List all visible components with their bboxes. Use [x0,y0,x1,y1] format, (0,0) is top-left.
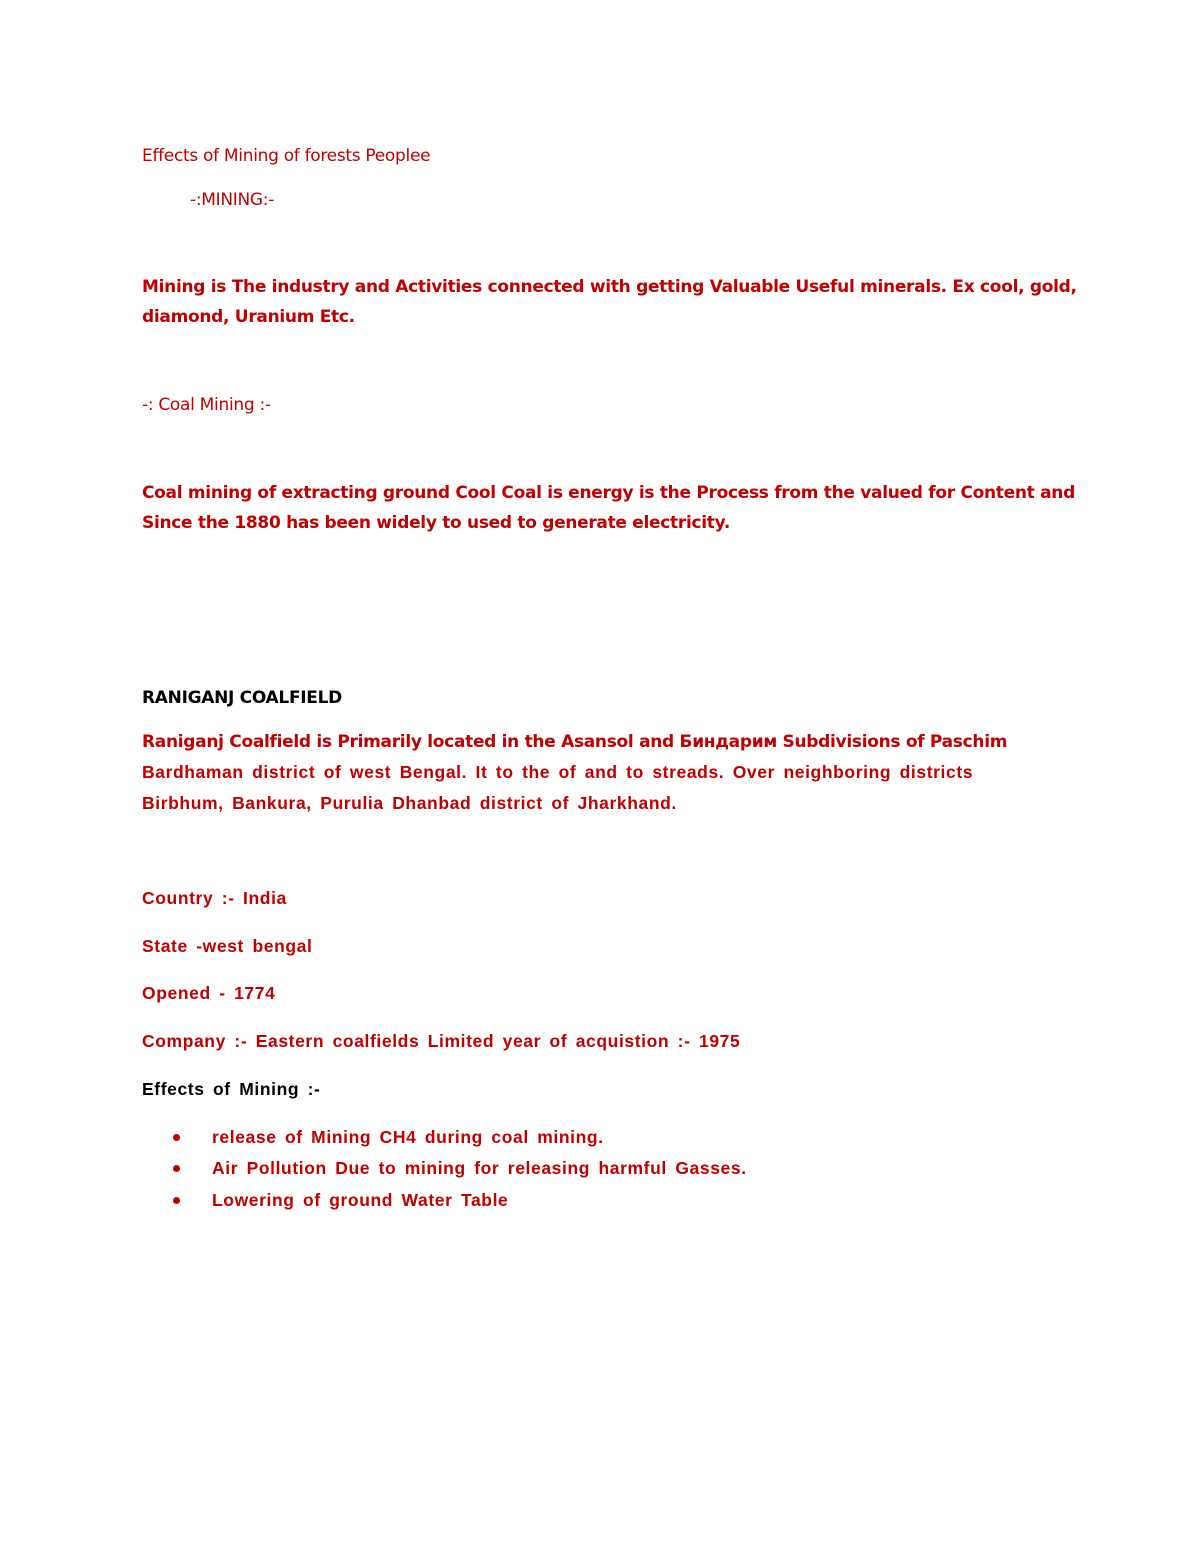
bullet-icon [173,1197,180,1204]
bullet-icon [173,1134,180,1141]
fact-opened: Opened - 1774 [142,983,276,1003]
raniganj-paragraph-line-1: Raniganj Coalfield is Primarily located in the Asansol and Биндарим Subdivisions of Paschim [142,732,1008,752]
fact-country: Country :- India [142,888,287,908]
bullet-icon [173,1165,180,1172]
raniganj-paragraph-line-2: Bardhaman district of west Bengal. It to the of and to streads. Over neighboring districts [142,762,974,782]
coal-mining-heading: -: Coal Mining :- [142,395,271,415]
document-title: Effects of Mining of forests Peoplee [142,146,431,166]
mining-heading: -:MINING:- [190,190,275,210]
effects-heading: Effects of Mining :- [142,1079,321,1099]
raniganj-paragraph-line-3: Birbhum, Bankura, Purulia Dhanbad district of Jharkhand. [142,793,677,813]
coal-paragraph-line-2: Since the 1880 has been widely to used to generate electricity. [142,513,730,533]
list-item-text: Lowering of ground Water Table [212,1190,509,1210]
raniganj-heading: RANIGANJ COALFIELD [142,688,342,708]
mining-paragraph-line-1: Mining is The industry and Activities connected with getting Valuable Useful minerals. Ex cool, gold, [142,277,1077,297]
list-item-text: release of Mining CH4 during coal mining. [212,1127,604,1147]
fact-state: State -west bengal [142,936,313,956]
list-item-text: Air Pollution Due to mining for releasing harmful Gasses. [212,1158,747,1178]
fact-company: Company :- Eastern coalfields Limited year of acquistion :- 1975 [142,1031,741,1051]
coal-paragraph-line-1: Coal mining of extracting ground Cool Coal is energy is the Process from the valued for Content and [142,483,1075,503]
mining-paragraph-line-2: diamond, Uranium Etc. [142,307,355,327]
